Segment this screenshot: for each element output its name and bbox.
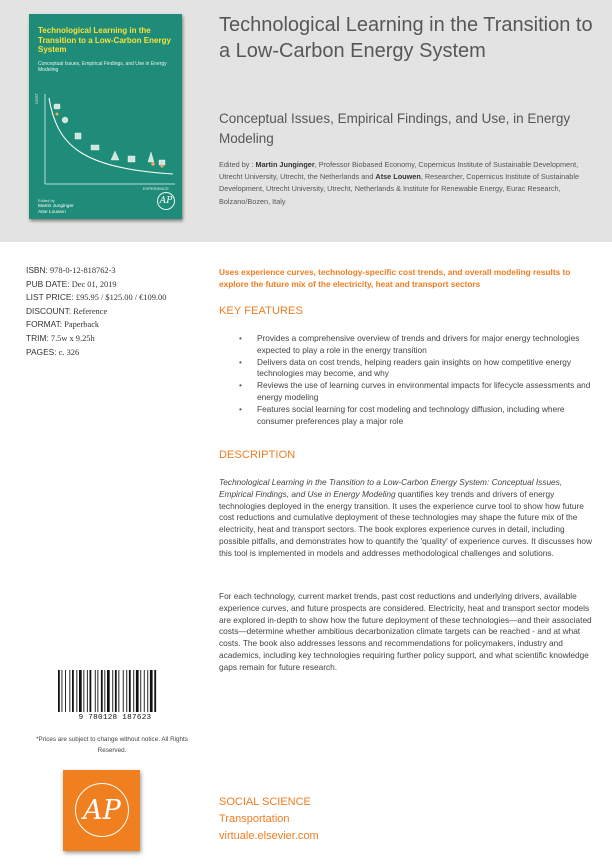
cover-subtitle: Conceptual Issues, Empirical Findings, and Use in Energy Modeling (38, 61, 167, 73)
editor-2-affiliation: , Researcher, Copernicus Institute of Sustainable Development, Utrecht University, Utrecht, Netherlands & Institute for Renewable Energy, Eurac Research, Bolzano/Bozen, Italy (219, 172, 580, 206)
book-title: Technological Learning in the Transition to a Low-Carbon Energy System (219, 14, 593, 62)
cover-axis-experience: EXPERIENCE (143, 186, 169, 191)
meta-discount: DISCOUNT: Reference (26, 305, 108, 316)
cover-author-2: Atse Louwen (38, 210, 66, 216)
barcode-number: 9 780128 187623 (78, 714, 152, 722)
meta-pub-date: PUB DATE: Dec 01, 2019 (26, 278, 117, 289)
editors-prefix: Edited by : (219, 160, 256, 169)
book-metadata (26, 264, 196, 359)
description-heading: DESCRIPTION (219, 449, 296, 461)
subject-footer (219, 794, 319, 845)
subject-category: SOCIAL SCIENCE (219, 796, 311, 808)
cover-authors (38, 198, 74, 217)
editor-1-name: Martin Junginger (255, 160, 315, 169)
list-item: • Features social learning for cost modeling and technology diffusion, including where consumer preferences play a major role (239, 404, 594, 428)
cover-axis-cost: COST (34, 92, 39, 104)
editors-credit (219, 159, 599, 208)
book-subtitle: Conceptual Issues, Empirical Findings, and Use, in Energy Modeling (219, 111, 571, 146)
cover-title: Technological Learning in the Transition to a Low-Carbon Energy System (38, 26, 171, 54)
meta-isbn: ISBN: 978-0-12-818762-3 (26, 265, 116, 275)
meta-pages: PAGES: c. 326 (26, 346, 80, 357)
cover-experience-curve-illustration (35, 90, 179, 192)
meta-trim: TRIM: 7.5w x 9.25h (26, 332, 95, 343)
list-item: • Reviews the use of learning curves in environmental impacts for lifecycle assessments and energy modeling (239, 380, 594, 404)
publisher-link[interactable]: virtuale.elsevier.com (219, 830, 319, 842)
key-features-list (239, 333, 594, 427)
ap-logo-mark: AP (75, 783, 129, 837)
editor-1-affiliation: , Professor Biobased Economy, Copernicus Institute of Sustainable Development, Utrecht University, Utrecht, the Netherlands and (219, 160, 579, 182)
cover-ap-logo: AP (157, 192, 175, 210)
tagline: Uses experience curves, technology-specific cost trends, and overall modeling results to explore the future mix of the electricity, heat and transport sectors (219, 267, 571, 290)
editor-2-name: Atse Louwen (375, 172, 421, 182)
list-item: • Provides a comprehensive overview of trends and drivers for major energy technologies expected to play a role in the energy transition (239, 333, 594, 357)
book-cover (29, 14, 182, 219)
cover-author-1: Martin Junginger (38, 204, 74, 210)
cover-edited-by: Edited by (38, 198, 55, 203)
list-item: • Delivers data on cost trends, helping readers gain insights on how competitive energy technologies may become, and why (239, 357, 594, 381)
header-band (0, 0, 612, 242)
barcode-bars (55, 670, 175, 714)
price-notice: *Prices are subject to change without notice. All Rights Reserved. (36, 736, 188, 754)
meta-list-price: LIST PRICE: £95.95 / $125.00 / €109.00 (26, 292, 167, 303)
description-paragraph-1: Technological Learning in the Transition to a Low-Carbon Energy System: Conceptual Issues, Empirical Findings, and Use in Energy Modeling quantifies key trends and drivers of energy technologies deployed in the energy transition. It uses the experience curve tool to show how future cost reductions and cumulative deployment of these technologies may shape the future mix of the electricity, heat and transport sectors. The book explores experience curves in detail, including possible pitfalls, and demonstrates how to quantify the 'quality' of experience curves. It discusses how this tool is implemented in models and addresses methodological challenges and solutions. (219, 477, 593, 558)
description-paragraph-2: For each technology, current market trends, past cost reductions and underlying drivers, available experience curves, and future prospects are considered. Electricity, heat and transport sector models are explored in-depth to show how the future deployment of these technologies—and their associated costs—determine whether ambitious decarbonization climate targets can be reached - and at what costs. The book also addresses lessons and recommendations for policymakers, industry and academics, including key technologies requiring further policy support, and what scientific knowledge gaps remain for future research. (219, 591, 592, 672)
meta-format: FORMAT: Paperback (26, 319, 100, 330)
key-features-heading: KEY FEATURES (219, 305, 303, 317)
description-book-title: Technological Learning in the Transition to a Low-Carbon Energy System: Conceptual Issues, Empirical Findings, and Use in Energy Modeling (219, 477, 563, 499)
isbn-barcode (55, 670, 175, 730)
subject-subcategory: Transportation (219, 813, 290, 825)
publisher-logo (63, 770, 140, 851)
